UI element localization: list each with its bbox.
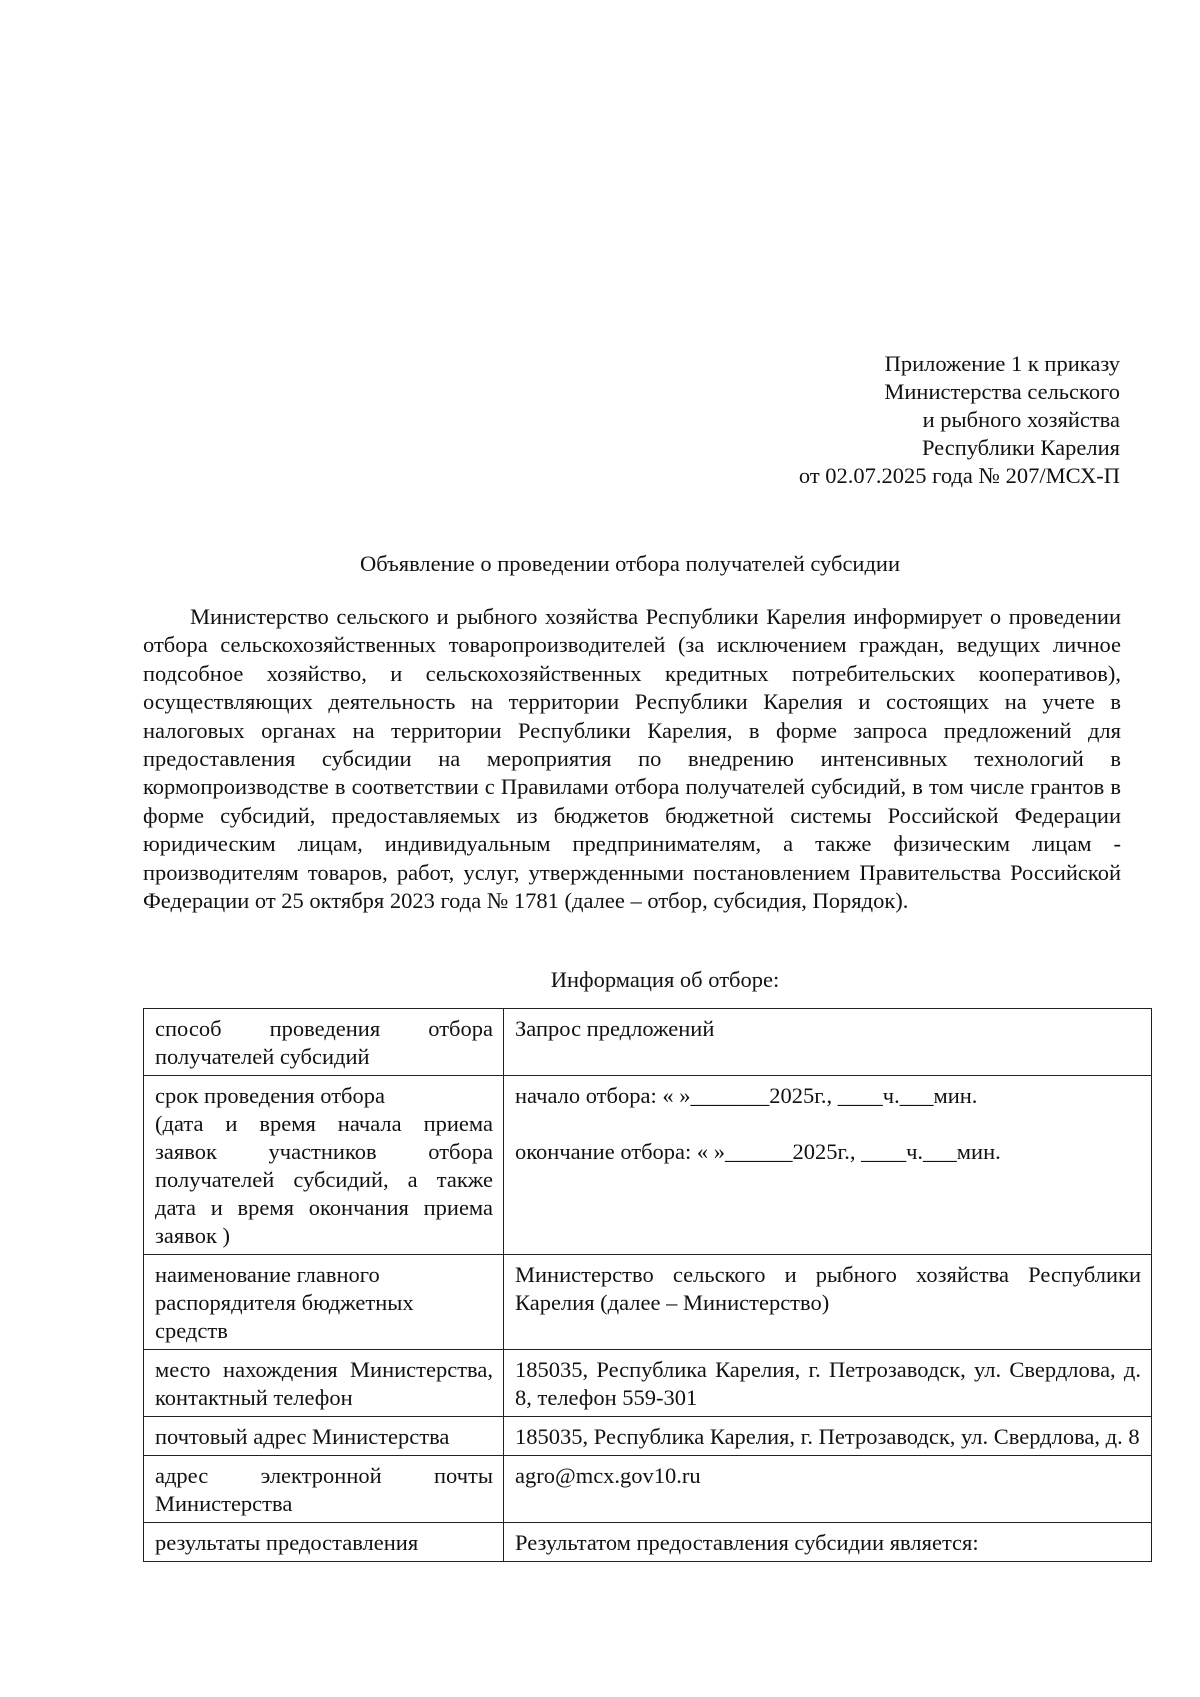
- table-row: [144, 1417, 1152, 1456]
- row-label-line: средств: [155, 1318, 228, 1343]
- table-row: [144, 1076, 1152, 1255]
- announcement-title: Объявление о проведении отбора получателей субсидии: [359, 551, 901, 576]
- row-label-line: (дата и время начала приема заявок участников отбора получателей субсидий, а также дата и время окончания приема заявок ): [155, 1111, 493, 1248]
- appendix-line: и рыбного хозяйства: [922, 407, 1120, 432]
- row-value: 185035, Республика Карелия, г. Петрозаводск, ул. Свердлова, д. 8, телефон 559-301: [504, 1350, 1152, 1417]
- appendix-line: от 02.07.2025 года № 207/МСХ-П: [798, 463, 1120, 488]
- row-label: [144, 1076, 504, 1255]
- table-row: [144, 1255, 1152, 1350]
- row-label: место нахождения Министерства, контактный телефон: [144, 1350, 504, 1417]
- row-label: способ проведения отбора получателей субсидий: [144, 1009, 504, 1076]
- selection-start: начало отбора: « »_______2025г., ____ч.___мин.: [515, 1083, 978, 1108]
- selection-end: окончание отбора: « »______2025г., ____ч.___мин.: [515, 1139, 1001, 1164]
- table-title: Информация об отборе:: [550, 967, 780, 992]
- table-row: [144, 1456, 1152, 1523]
- appendix-line: Республики Карелия: [921, 435, 1120, 460]
- table-row: [144, 1523, 1152, 1562]
- row-label-line: срок проведения отбора: [155, 1083, 385, 1108]
- row-value: Запрос предложений: [504, 1009, 1152, 1076]
- row-value: [504, 1076, 1152, 1255]
- email-link[interactable]: agro@mcx.gov10.ru: [504, 1456, 1152, 1523]
- announcement-body: Министерство сельского и рыбного хозяйства Республики Карелия информирует о проведении отбора сельскохозяйственных товаропроизводителей (за исключением граждан, ведущих личное подсобное хозяйство, и сельскохозяйственных кредитных потребительских кооперативов), осуществляющих деятельность на территории Республики Карелия и состоящих на учете в налоговых органах на территории Республики Карелия, в форме запроса предложений для предоставления субсидии на мероприятия по внедрению интенсивных технологий в кормопроизводстве в соответствии с Правилами отбора получателей субсидий, в том числе грантов в форме субсидий, предоставляемых из бюджетов бюджетной системы Российской Федерации юридическим лицам, индивидуальным предпринимателям, а также физическим лицам - производителям товаров, работ, услуг, утвержденными постановлением Правительства Российской Федерации от 25 октября 2023 года № 1781 (далее – отбор, субсидия, Порядок).: [143, 604, 1121, 914]
- row-label: [144, 1255, 504, 1350]
- row-label: результаты предоставления: [144, 1523, 504, 1562]
- row-label: почтовый адрес Министерства: [144, 1417, 504, 1456]
- row-value: 185035, Республика Карелия, г. Петрозаводск, ул. Свердлова, д. 8: [504, 1417, 1152, 1456]
- appendix-header: [640, 350, 1120, 490]
- row-value: Министерство сельского и рыбного хозяйства Республики Карелия (далее – Министерство): [504, 1255, 1152, 1350]
- appendix-line: Министерства сельского: [884, 379, 1120, 404]
- row-label-line: распорядителя бюджетных: [155, 1290, 414, 1315]
- table-row: [144, 1009, 1152, 1076]
- row-label: адрес электронной почты Министерства: [144, 1456, 504, 1523]
- selection-info-table: [143, 1008, 1152, 1562]
- appendix-line: Приложение 1 к приказу: [884, 351, 1120, 376]
- row-value: Результатом предоставления субсидии является:: [504, 1523, 1152, 1562]
- table-row: [144, 1350, 1152, 1417]
- row-label-line: наименование главного: [155, 1262, 380, 1287]
